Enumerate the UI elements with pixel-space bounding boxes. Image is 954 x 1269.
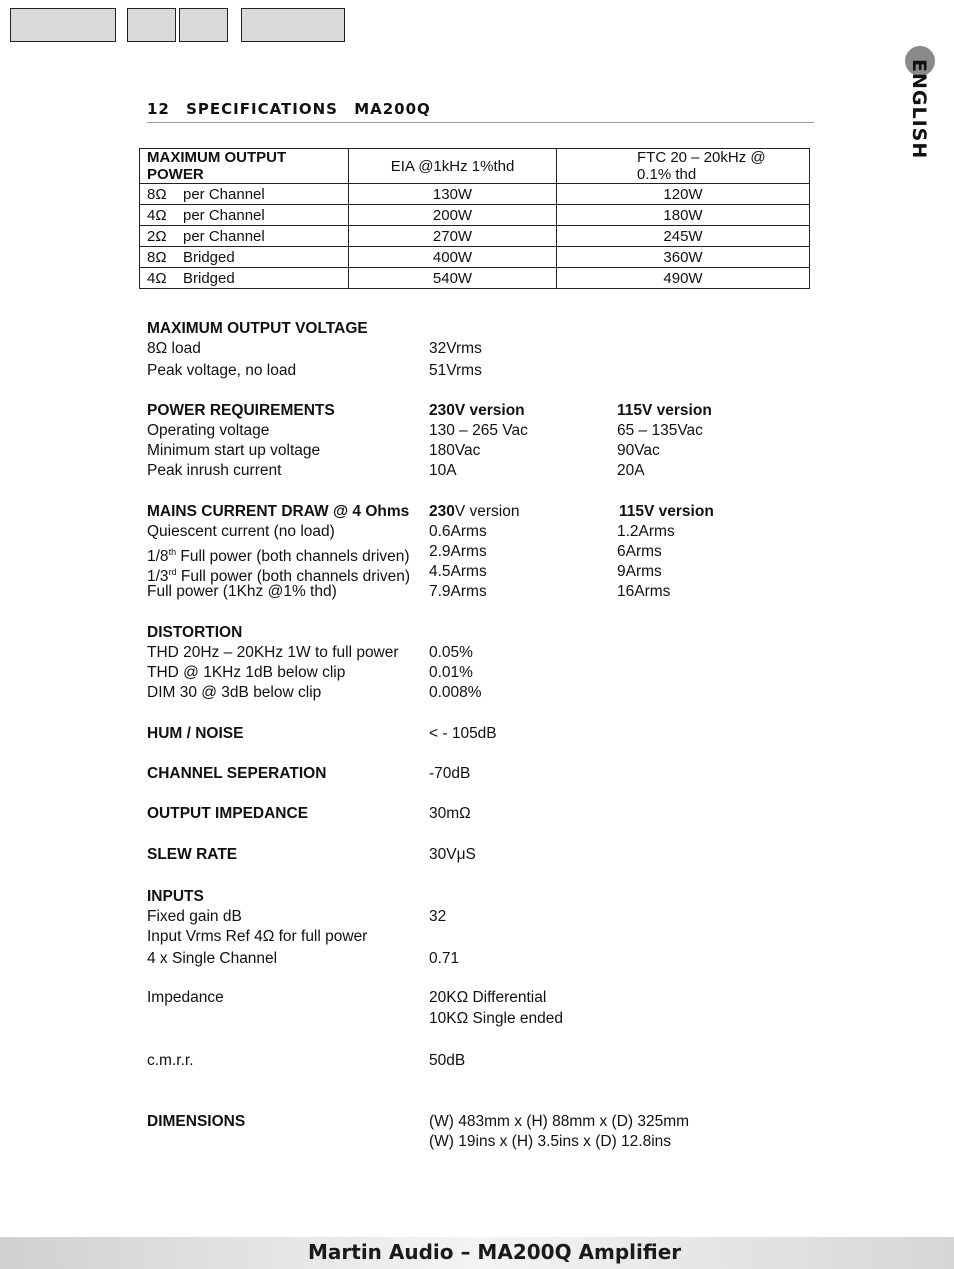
spec-value: 2.9Arms	[429, 543, 487, 560]
mains-current-section	[147, 502, 867, 602]
spec-value: 16Arms	[617, 583, 671, 600]
table-header-cell: MAXIMUM OUTPUT POWER	[140, 149, 349, 184]
footer-title: Martin Audio – MA200Q Amplifier	[308, 1240, 682, 1264]
table-cell-load: 4Ω Bridged	[140, 268, 349, 289]
tab-3[interactable]	[179, 8, 228, 42]
output-impedance-section	[147, 804, 867, 824]
spec-row	[147, 562, 867, 586]
table-cell-ftc: 120W	[557, 184, 810, 205]
spec-label: c.m.r.r.	[147, 1052, 194, 1069]
spec-value: 30VμS	[429, 846, 476, 863]
spec-row	[147, 542, 867, 566]
section-title: OUTPUT IMPEDANCE	[147, 805, 309, 822]
section-number: 12	[147, 100, 170, 118]
table-cell-ftc: 490W	[557, 268, 810, 289]
tab-4[interactable]	[241, 8, 345, 42]
dimensions-section	[147, 1112, 867, 1152]
spec-value: < - 105dB	[429, 725, 497, 742]
spec-label: Full power (1Khz @1% thd)	[147, 583, 337, 600]
section-title: DIMENSIONS	[147, 1113, 246, 1130]
tab-2[interactable]	[127, 8, 176, 42]
spec-label: 8Ω load	[147, 340, 201, 357]
spec-row	[147, 421, 867, 441]
table-row	[140, 268, 810, 289]
language-tab	[904, 46, 934, 166]
table-header-row	[140, 149, 810, 184]
slew-rate-section	[147, 845, 867, 865]
spec-value: 50dB	[429, 1052, 466, 1069]
table-cell-ftc: 360W	[557, 247, 810, 268]
spec-row	[147, 949, 867, 969]
section-title: MAINS CURRENT DRAW @ 4 Ohms	[147, 503, 410, 520]
spec-row	[147, 339, 867, 359]
section-title: INPUTS	[147, 888, 204, 905]
spec-value: 90Vac	[617, 442, 660, 459]
spec-row	[147, 1051, 867, 1071]
spec-value: -70dB	[429, 765, 471, 782]
table-row	[140, 205, 810, 226]
spec-value: 0.01%	[429, 664, 473, 681]
inputs-section	[147, 887, 867, 1071]
spec-label: Peak inrush current	[147, 462, 282, 479]
spec-label: Operating voltage	[147, 422, 270, 439]
spec-row	[147, 361, 867, 381]
table-row	[140, 184, 810, 205]
spec-label: Peak voltage, no load	[147, 362, 297, 379]
table-cell-load: 2Ω per Channel	[140, 226, 349, 247]
spec-row	[147, 683, 867, 703]
spec-value: 1.2Arms	[617, 523, 675, 540]
spec-row	[147, 643, 867, 663]
spec-value: 51Vrms	[429, 362, 482, 379]
table-row	[140, 226, 810, 247]
tab-1[interactable]	[10, 8, 116, 42]
table-cell-eia: 130W	[349, 184, 557, 205]
spec-row	[147, 927, 867, 947]
spec-value: 30mΩ	[429, 805, 471, 822]
table-cell-ftc: 245W	[557, 226, 810, 247]
spec-label: THD 20Hz – 20KHz 1W to full power	[147, 644, 399, 661]
section-heading	[147, 100, 814, 123]
spec-value: 32	[429, 908, 447, 925]
spec-value: 10A	[429, 462, 457, 479]
column-header-230v: 230V version	[429, 503, 520, 520]
spec-value: 32Vrms	[429, 340, 482, 357]
column-header-115v: 115V version	[619, 503, 714, 520]
table-cell-eia: 200W	[349, 205, 557, 226]
column-header-230v: 230V version	[429, 402, 525, 419]
spec-value: 7.9Arms	[429, 583, 487, 600]
section-title: POWER REQUIREMENTS	[147, 402, 335, 419]
spec-value: (W) 19ins x (H) 3.5ins x (D) 12.8ins	[429, 1133, 672, 1150]
spec-value: 0.71	[429, 950, 460, 967]
spec-value: 9Arms	[617, 563, 662, 580]
table-cell-eia: 270W	[349, 226, 557, 247]
spec-row	[147, 988, 867, 1008]
table-cell-load: 8Ω Bridged	[140, 247, 349, 268]
hum-noise-section	[147, 724, 867, 744]
output-voltage-section	[147, 319, 867, 381]
spec-label: 1/3rd Full power (both channels driven)	[147, 567, 411, 586]
language-label: ENGLISH	[908, 59, 930, 160]
page-footer	[0, 1237, 954, 1269]
spec-label: Input Vrms Ref 4Ω for full power	[147, 928, 368, 945]
spec-row	[147, 461, 867, 481]
table-cell-load: 8Ω per Channel	[140, 184, 349, 205]
spec-row	[147, 522, 867, 542]
spec-label: THD @ 1KHz 1dB below clip	[147, 664, 346, 681]
spec-row	[147, 663, 867, 683]
spec-value: 10KΩ Single ended	[429, 1010, 563, 1027]
table-cell-load: 4Ω per Channel	[140, 205, 349, 226]
distortion-section	[147, 623, 867, 703]
spec-label: Minimum start up voltage	[147, 442, 321, 459]
spec-value: 0.05%	[429, 644, 473, 661]
table-header-cell: FTC 20 – 20kHz @ 0.1% thd	[557, 149, 810, 184]
power-requirements-section	[147, 401, 867, 481]
spec-value: (W) 483mm x (H) 88mm x (D) 325mm	[429, 1113, 690, 1130]
spec-label: DIM 30 @ 3dB below clip	[147, 684, 322, 701]
model-name: MA200Q	[354, 100, 431, 118]
section-title: SPECIFICATIONS	[186, 100, 338, 118]
table-header-cell: EIA @1kHz 1%thd	[349, 149, 557, 184]
section-title: DISTORTION	[147, 624, 243, 641]
spec-value: 180Vac	[429, 442, 481, 459]
spec-value: 0.008%	[429, 684, 482, 701]
section-title: SLEW RATE	[147, 846, 238, 863]
max-output-power-table	[139, 148, 810, 289]
spec-row	[147, 582, 867, 602]
table-row	[140, 247, 810, 268]
spec-row	[147, 907, 867, 927]
spec-row	[147, 441, 867, 461]
section-title: HUM / NOISE	[147, 725, 244, 742]
column-header-115v: 115V version	[617, 402, 712, 419]
spec-value: 65 – 135Vac	[617, 422, 703, 439]
section-title: MAXIMUM OUTPUT VOLTAGE	[147, 320, 368, 337]
table-cell-eia: 540W	[349, 268, 557, 289]
spec-value: 20A	[617, 462, 645, 479]
spec-label: Quiescent current (no load)	[147, 523, 335, 540]
spec-label: 4 x Single Channel	[147, 950, 278, 967]
spec-row	[147, 1009, 867, 1029]
spec-value: 4.5Arms	[429, 563, 487, 580]
spec-value: 6Arms	[617, 543, 662, 560]
table-cell-ftc: 180W	[557, 205, 810, 226]
spec-value: 20KΩ Differential	[429, 989, 547, 1006]
table-cell-eia: 400W	[349, 247, 557, 268]
spec-value: 0.6Arms	[429, 523, 487, 540]
spec-label: Impedance	[147, 989, 224, 1006]
spec-value: 130 – 265 Vac	[429, 422, 528, 439]
spec-label: 1/8th Full power (both channels driven)	[147, 547, 410, 566]
channel-separation-section	[147, 764, 867, 784]
section-title: CHANNEL SEPERATION	[147, 765, 327, 782]
spec-label: Fixed gain dB	[147, 908, 242, 925]
